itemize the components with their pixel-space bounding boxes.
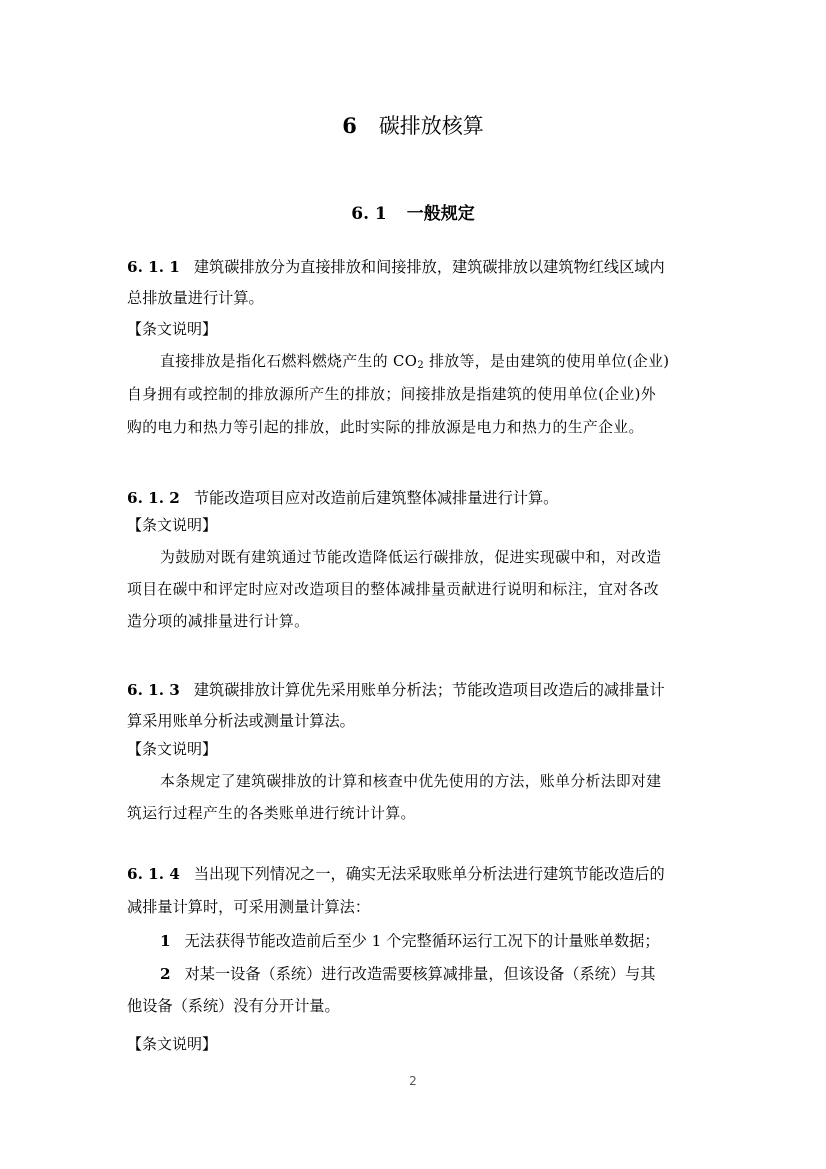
list-item-text: 对某一设备（系统）进行改造需要核算减排量，但该设备（系统）与其 [184, 965, 656, 983]
clause-note-label: 【条文说明】 [127, 516, 218, 534]
note-6-1-2-line-3: 造分项的减排量进行计算。 [127, 613, 310, 630]
list-item-number: 1 [160, 932, 171, 950]
clause-number: 6. 1. 4 [127, 865, 180, 883]
list-item-number: 2 [160, 965, 171, 983]
clause-text: 当出现下列情况之一，确实无法采取账单分析法进行建筑节能改造后的 [193, 865, 665, 883]
note-6-1-1-line-1 [160, 350, 669, 371]
list-item [160, 930, 660, 951]
clause-number: 6. 1. 2 [127, 489, 180, 507]
clause-number: 6. 1. 3 [127, 681, 180, 699]
page-number: 2 [409, 1074, 417, 1088]
chapter-title-text: 碳排放核算 [378, 114, 484, 138]
clause-6-1-3-line-2: 算采用账单分析法或测量计算法。 [127, 712, 355, 730]
list-item [160, 963, 655, 984]
clause-note-label: 【条文说明】 [127, 320, 218, 338]
clause-text: 建筑碳排放计算优先采用账单分析法；节能改造项目改造后的减排量计 [193, 681, 665, 699]
chapter-number: 6 [342, 113, 357, 138]
section-title [0, 199, 826, 224]
note-6-1-3-line-2: 筑运行过程产生的各类账单进行统计计算。 [127, 805, 416, 822]
list-item-continuation: 他设备（系统）没有分开计量。 [127, 997, 340, 1015]
clause-6-1-4-line-2: 减排量计算时，可采用测量计算法： [127, 898, 370, 916]
clause-note-label: 【条文说明】 [127, 740, 218, 758]
clause-6-1-3-line-1 [127, 679, 665, 700]
subscript: 2 [417, 360, 425, 371]
note-6-1-2-line-2: 项目在碳中和评定时应对改造项目的整体减排量贡献进行说明和标注，宜对各改 [127, 581, 659, 598]
clause-note-label: 【条文说明】 [127, 1035, 218, 1053]
clause-text: 建筑碳排放分为直接排放和间接排放，建筑碳排放以建筑物红线区域内 [193, 258, 665, 276]
note-text: 排放等，是由建筑的使用单位(企业) [424, 353, 670, 370]
note-6-1-1-line-3: 购的电力和热力等引起的排放，此时实际的排放源是电力和热力的生产企业。 [127, 419, 644, 436]
clause-6-1-1-line-1 [127, 256, 665, 277]
clause-number: 6. 1. 1 [127, 258, 180, 276]
note-6-1-2-line-1: 为鼓励对既有建筑通过节能改造降低运行碳排放，促进实现碳中和，对改造 [160, 549, 662, 566]
clause-text: 节能改造项目应对改造前后建筑整体减排量进行计算。 [193, 489, 559, 507]
clause-6-1-4-line-1 [127, 863, 665, 884]
section-title-text: 一般规定 [406, 204, 475, 224]
section-number: 6. 1 [351, 204, 387, 224]
clause-6-1-2-line-1 [127, 487, 558, 508]
note-6-1-3-line-1: 本条规定了建筑碳排放的计算和核查中优先使用的方法，账单分析法即对建 [160, 773, 662, 790]
clause-6-1-1-line-2: 总排放量进行计算。 [127, 289, 264, 307]
note-text: 直接排放是指化石燃料燃烧产生的 CO [160, 353, 418, 370]
note-6-1-1-line-2: 自身拥有或控制的排放源所产生的排放；间接排放是指建筑的使用单位(企业)外 [127, 386, 657, 403]
list-item-text: 无法获得节能改造前后至少 1 个完整循环运行工况下的计量账单数据； [184, 932, 660, 950]
chapter-title [0, 110, 826, 140]
